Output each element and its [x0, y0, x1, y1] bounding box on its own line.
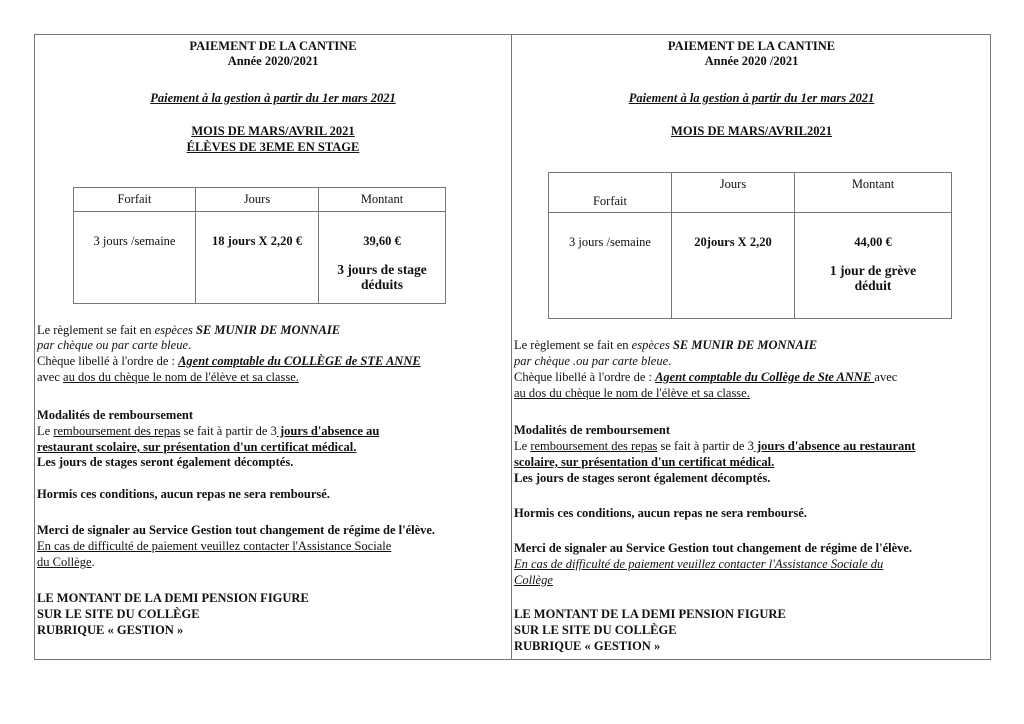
period-heading: MOIS DE MARS/AVRIL2021: [671, 124, 832, 138]
fee-table: [548, 172, 952, 319]
header-forfait: Forfait: [74, 188, 196, 212]
header-jours: Jours: [196, 188, 319, 212]
header-montant: Montant: [795, 173, 952, 213]
refund-line-4: Hormis ces conditions, aucun repas ne sera remboursé.: [37, 487, 330, 501]
contact-line-1: Merci de signaler au Service Gestion tout changement de régime de l'élève.: [514, 541, 913, 555]
refund-line-2: restaurant scolaire, sur présentation d'un certificat médical.: [37, 440, 357, 454]
table-header-row: [74, 188, 446, 212]
contact-line-2: En cas de difficulté de paiement veuillez contacter l'Assistance Sociale du: [514, 557, 884, 571]
footer-line-1: LE MONTANT DE LA DEMI PENSION FIGURE: [37, 591, 309, 605]
cell-montant: [319, 212, 446, 304]
payment-notice: Paiement à la gestion à partir du 1er mars 2021: [150, 91, 396, 105]
header-montant: Montant: [319, 188, 446, 212]
notice-title: PAIEMENT DE LA CANTINE: [189, 39, 357, 53]
refund-line-2: scolaire, sur présentation d'un certificat médical.: [514, 455, 775, 469]
table-row: [74, 212, 446, 304]
footer-line-3: RUBRIQUE « GESTION »: [37, 623, 184, 637]
cell-montant: [795, 213, 952, 319]
payee-name: Agent comptable du Collège de Ste ANNE: [655, 370, 875, 384]
header-jours: Jours: [672, 173, 795, 213]
footer-line-1: LE MONTANT DE LA DEMI PENSION FIGURE: [514, 607, 786, 621]
school-year: Année 2020 /2021: [704, 54, 799, 68]
footer-line-2: SUR LE SITE DU COLLÈGE: [514, 623, 677, 637]
amount-note-line2: déduit: [854, 278, 892, 293]
cell-jours: 18 jours X 2,20 €: [196, 212, 319, 304]
contact-line-3: Collège: [514, 573, 553, 587]
payment-line-3: Chèque libellé à l'ordre de : Agent comptable du COLLÈGE de STE ANNE: [37, 354, 421, 368]
amount-value: 44,00 €: [854, 235, 892, 249]
right-notice: [512, 34, 991, 660]
header-forfait: Forfait: [549, 173, 672, 213]
footer-line-2: SUR LE SITE DU COLLÈGE: [37, 607, 200, 621]
fee-table: [73, 187, 446, 304]
payment-line-1: Le règlement se fait en espèces SE MUNIR DE MONNAIE: [514, 338, 818, 352]
period-heading: MOIS DE MARS/AVRIL 2021: [191, 124, 355, 138]
cell-jours: 20jours X 2,20: [672, 213, 795, 319]
payment-line-3: Chèque libellé à l'ordre de : Agent comptable du Collège de Ste ANNE avec: [514, 370, 898, 384]
refund-line-1: Le remboursement des repas se fait à partir de 3 jours d'absence au restaurant: [514, 439, 916, 453]
notice-title: PAIEMENT DE LA CANTINE: [667, 39, 836, 53]
left-notice: [35, 34, 511, 660]
school-year: Année 2020/2021: [227, 54, 319, 68]
contact-line-1: Merci de signaler au Service Gestion tout changement de régime de l'élève.: [37, 523, 436, 537]
payee-name: Agent comptable du COLLÈGE de STE ANNE: [178, 354, 421, 368]
cell-forfait: 3 jours /semaine: [549, 213, 672, 319]
table-row: [549, 213, 952, 319]
contact-line-2: En cas de difficulté de paiement veuillez contacter l'Assistance Sociale: [37, 539, 392, 553]
amount-note-line1: 3 jours de stage: [337, 262, 427, 277]
refund-line-3: Les jours de stages seront également décomptés.: [514, 471, 771, 485]
payment-notice: Paiement à la gestion à partir du 1er mars 2021: [628, 91, 875, 105]
table-header-row: [549, 173, 952, 213]
amount-value: 39,60 €: [363, 234, 401, 248]
amount-note-line2: déduits: [360, 277, 404, 292]
payment-line-2: par chèque ou par carte bleue.: [37, 338, 192, 352]
audience-heading: ÉLÈVES DE 3EME EN STAGE: [186, 140, 360, 154]
refund-heading: Modalités de remboursement: [514, 423, 670, 437]
payment-line-1: Le règlement se fait en espèces SE MUNIR DE MONNAIE: [37, 323, 341, 337]
refund-line-3: Les jours de stages seront également décomptés.: [37, 455, 294, 469]
refund-line-1: Le remboursement des repas se fait à partir de 3 jours d'absence au: [37, 424, 380, 438]
contact-line-3: du Collège.: [37, 555, 95, 569]
payment-line-4: avec au dos du chèque le nom de l'élève et sa classe.: [37, 370, 299, 384]
refund-heading: Modalités de remboursement: [37, 408, 193, 422]
refund-line-4: Hormis ces conditions, aucun repas ne sera remboursé.: [514, 506, 807, 520]
payment-line-2: par chèque .ou par carte bleue.: [514, 354, 672, 368]
amount-note-line1: 1 jour de grève: [829, 263, 917, 278]
payment-line-4: au dos du chèque le nom de l'élève et sa classe.: [514, 386, 750, 400]
cell-forfait: 3 jours /semaine: [74, 212, 196, 304]
footer-line-3: RUBRIQUE « GESTION »: [514, 639, 661, 653]
